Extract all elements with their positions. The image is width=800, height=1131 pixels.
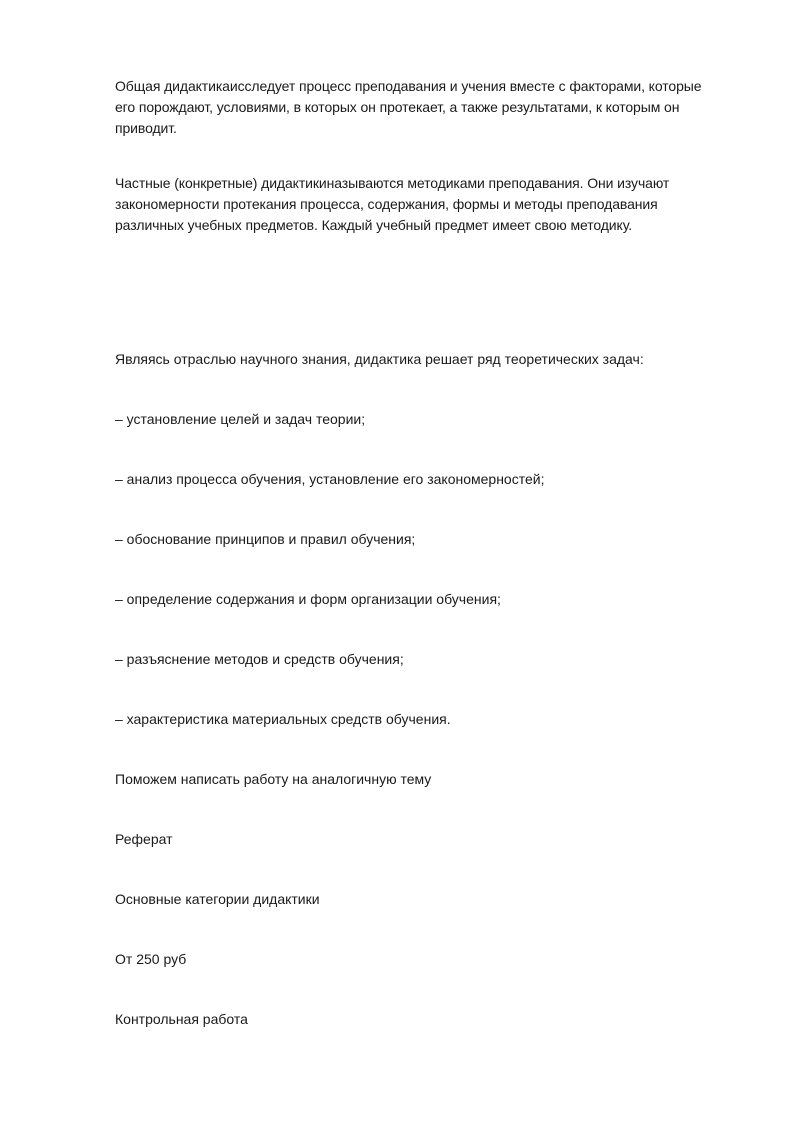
promo-price: От 250 руб <box>115 951 187 967</box>
paragraph-general-didactics: Общая дидактикаисследует процесс преподавания и учения вместе с факторами, которые его порождают, условиями, в которых он протекает, а также результатами, к которым он приводит. <box>115 78 702 136</box>
promo-work-title: Основные категории дидактики <box>115 891 320 907</box>
promo-next-work-type: Контрольная работа <box>115 1011 248 1027</box>
promo-heading: Поможем написать работу на аналогичную тему <box>115 771 432 787</box>
task-item: – обоснование принципов и правил обучения; <box>115 531 416 547</box>
promo-work-type: Реферат <box>115 831 173 847</box>
paragraph-particular-didactics: Частные (конкретные) дидактикиназываются методиками преподавания. Они изучают закономерности протекания процесса, содержания, формы и методы преподавания различных учебных предметов. Каждый учебный предмет имеет свою методику. <box>115 175 670 233</box>
task-item: – определение содержания и форм организации обучения; <box>115 591 501 607</box>
task-item: – анализ процесса обучения, установление его закономерностей; <box>115 471 545 487</box>
tasks-intro: Являясь отраслью научного знания, дидактика решает ряд теоретических задач: <box>115 351 644 367</box>
task-item: – установление целей и задач теории; <box>115 411 366 427</box>
document-body <box>115 76 725 1030</box>
task-item: – характеристика материальных средств обучения. <box>115 711 451 727</box>
task-item: – разъяснение методов и средств обучения; <box>115 651 404 667</box>
